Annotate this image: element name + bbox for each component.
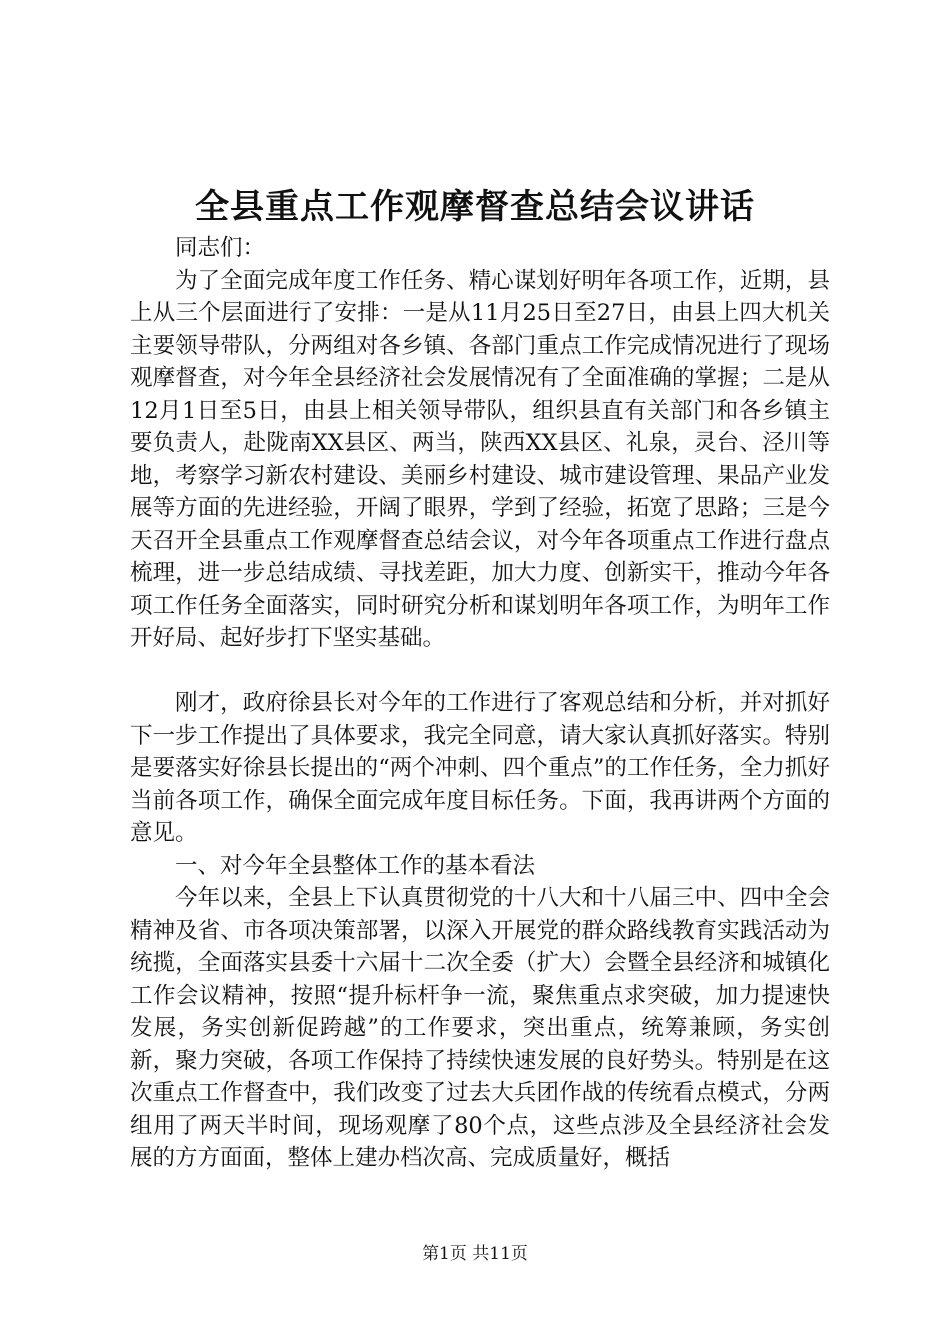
salutation: 同志们： [175, 235, 266, 261]
document-body [130, 232, 830, 1175]
paragraph-response: 刚才，政府徐县长对今年的工作进行了客观总结和分析，并对抓好下一步工作提出了具体要求，我完全同意，请大家认真抓好落实。特别是要落实好徐县长提出的“两个冲刺、四个重点”的工作任务，全力抓好当前各项工作，确保全面完成年度目标任务。下面，我再讲两个方面的意见。 [130, 690, 830, 846]
document-title: 全县重点工作观摩督查总结会议讲话 [195, 187, 755, 227]
page-number: 第1页 共11页 [422, 1244, 528, 1264]
paragraph-overview: 今年以来，全县上下认真贯彻党的十八大和十八届三中、四中全会精神及省、市各项决策部署，以深入开展党的群众路线教育实践活动为统揽，全面落实县委十六届十二次全委（扩大）会暨全县经济和城镇化工作会议精神，按照“提升标杆争一流，聚焦重点求突破，加力提速快发展，务实创新促跨越”的工作要求，突出重点，统筹兼顾，务实创新，聚力突破，各项工作保持了持续快速发展的良好势头。特别是在这次重点工作督查中，我们改变了过去大兵团作战的传统看点模式，分两组用了两天半时间，现场观摩了80个点，这些点涉及全县经济社会发展的方方面面，整体上建办档次高、完成质量好，概括 [130, 885, 830, 1171]
paragraph-intro: 为了全面完成年度工作任务、精心谋划好明年各项工作，近期，县上从三个层面进行了安排：一是从11月25日至27日，由县上四大机关主要领导带队，分两组对各乡镇、各部门重点工作完成情况进行了现场观摩督查，对今年全县经济社会发展情况有了全面准确的掌握；二是从12月1日至5日，由县上相关领导带队，组织县直有关部门和各乡镇主要负责人，赴陇南XX县区、两当，陕西XX县区、礼泉，灵台、泾川等地，考察学习新农村建设、美丽乡村建设、城市建设管理、果品产业发展等方面的先进经验，开阔了眼界，学到了经验，拓宽了思路；三是今天召开全县重点工作观摩督查总结会议，对今年各项重点工作进行盘点梳理，进一步总结成绩、寻找差距，加大力度、创新实干，推动今年各项工作任务全面落实，同时研究分析和谋划明年各项工作，为明年工作开好局、起好步打下坚实基础。 [130, 267, 830, 651]
section-heading-1: 一、对今年全县整体工作的基本看法 [175, 852, 536, 879]
